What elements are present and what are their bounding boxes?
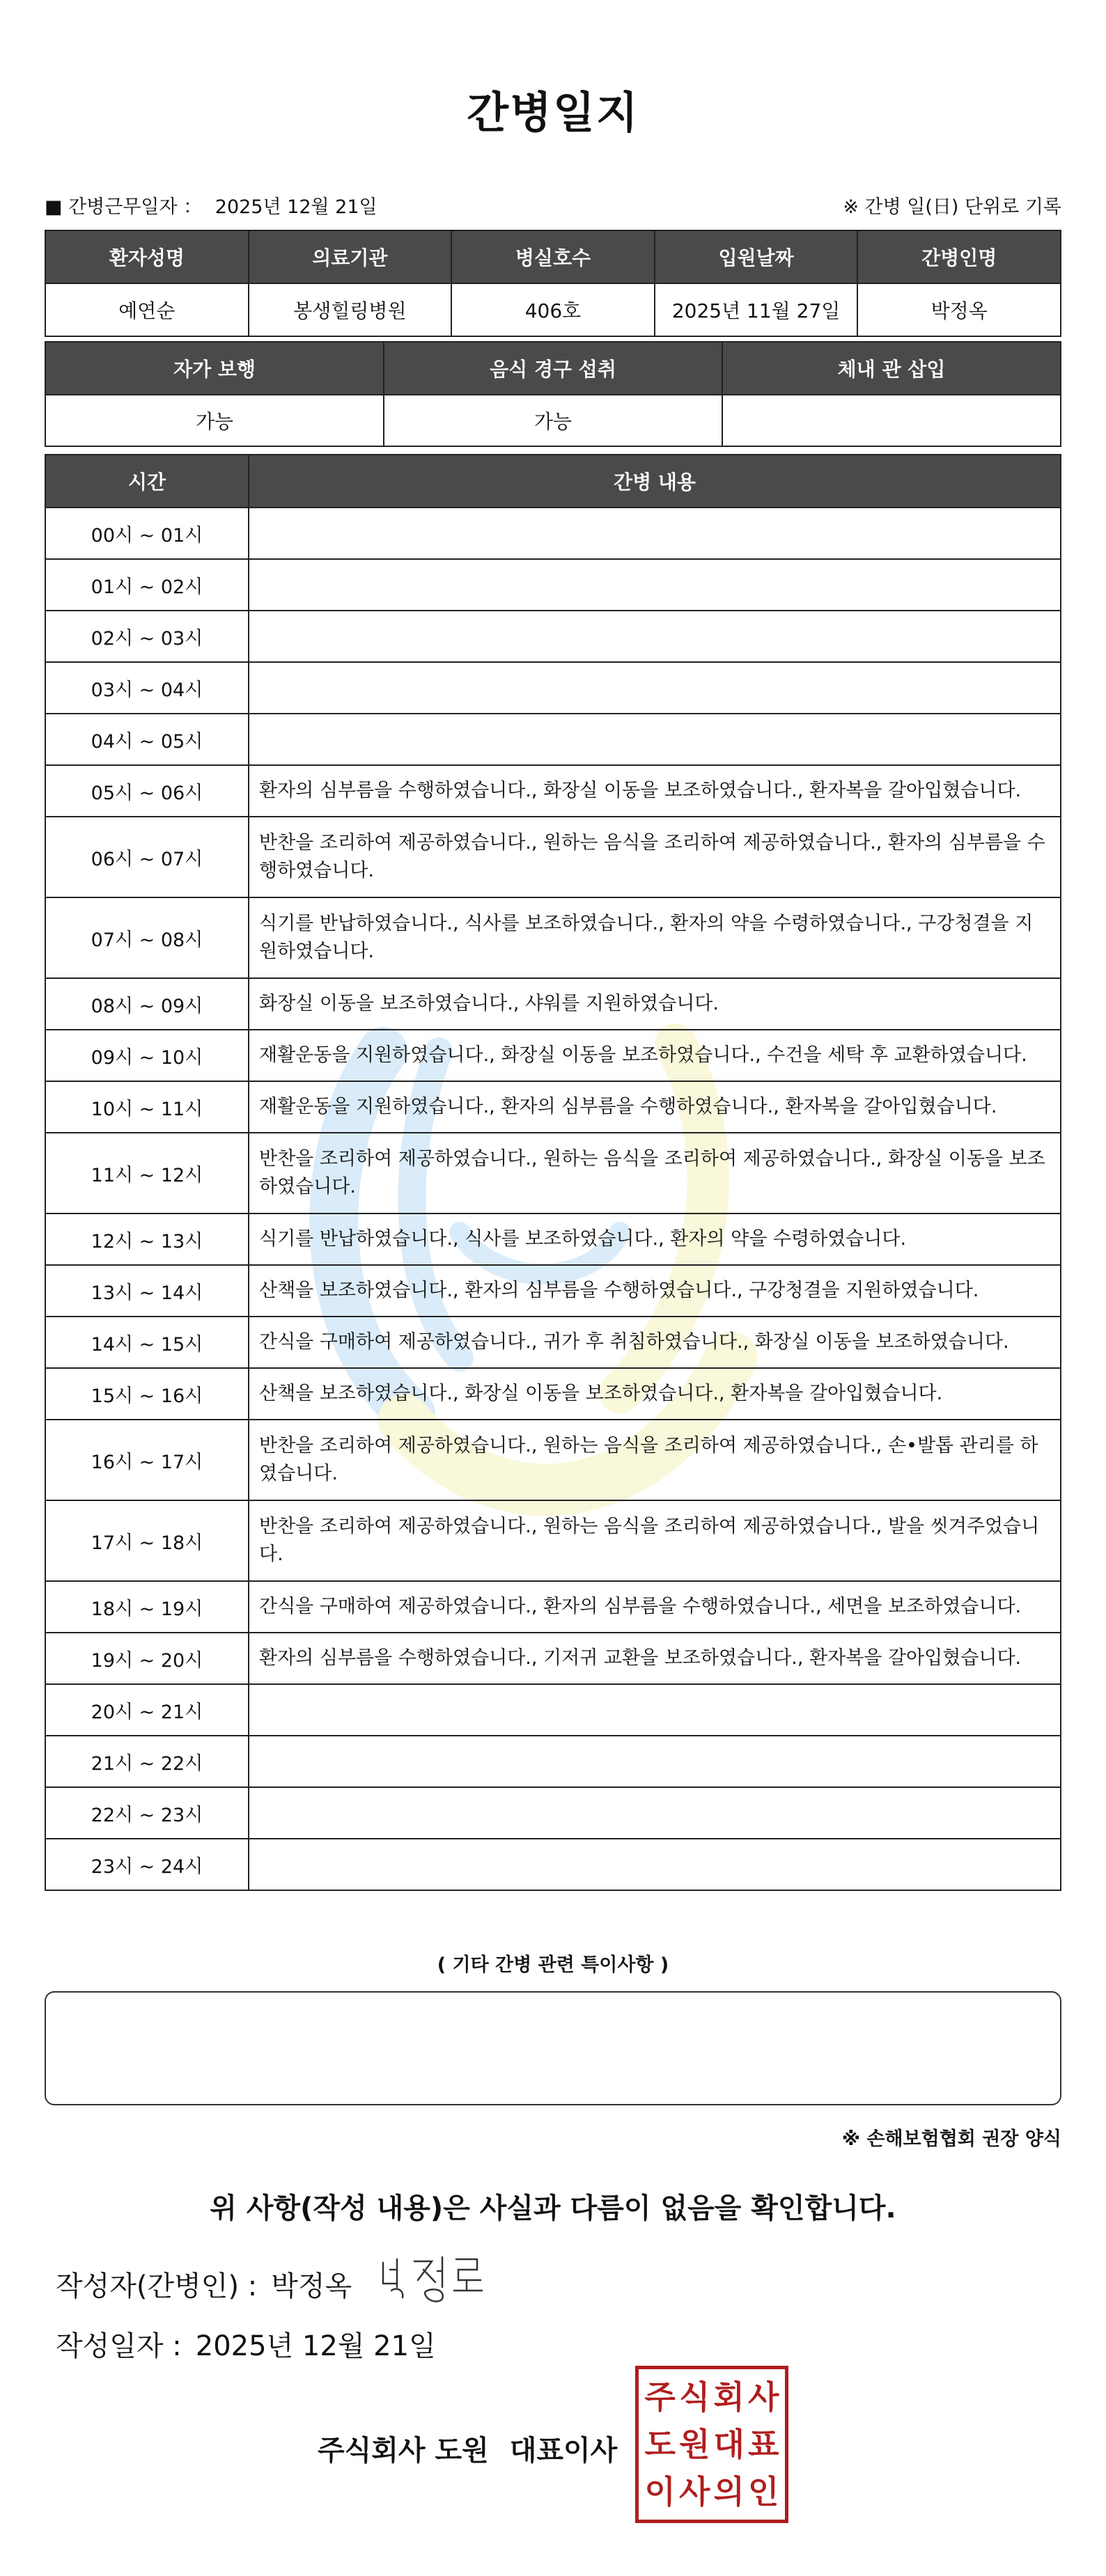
table-row <box>45 1581 1061 1633</box>
content-cell: 반찬을 조리하여 제공하였습니다., 원하는 음식을 조리하여 제공하였습니다., 화장실 이동을 보조하였습니다. <box>249 1133 1061 1214</box>
table-row <box>45 662 1061 714</box>
content-cell <box>249 1787 1061 1839</box>
table-row <box>45 559 1061 611</box>
care-schedule-table <box>45 454 1061 1891</box>
work-date-value: 2025년 12월 21일 <box>215 196 377 218</box>
header-time: 시간 <box>45 455 249 508</box>
time-cell: 21시 ~ 22시 <box>45 1736 249 1787</box>
seal-glyph: 의 <box>713 2473 745 2511</box>
table-row <box>45 1317 1061 1368</box>
seal-characters <box>643 2373 781 2515</box>
table-row <box>45 1684 1061 1736</box>
seal-glyph: 사 <box>679 2473 710 2511</box>
table-row <box>45 714 1061 765</box>
time-cell: 04시 ~ 05시 <box>45 714 249 765</box>
content-cell <box>249 1736 1061 1787</box>
table-row <box>45 1265 1061 1317</box>
time-cell: 03시 ~ 04시 <box>45 662 249 714</box>
company-role: 대표이사 <box>509 2435 618 2467</box>
record-unit-note: ※ 간병 일(日) 단위로 기록 <box>843 196 1061 218</box>
time-cell: 17시 ~ 18시 <box>45 1500 249 1581</box>
work-date-label: ■ 간병근무일자 ： <box>45 196 203 218</box>
time-cell: 05시 ~ 06시 <box>45 765 249 817</box>
table-row <box>45 1500 1061 1581</box>
form-note: ※ 손해보험협회 권장 양식 <box>841 2128 1061 2150</box>
table-row <box>45 1214 1061 1265</box>
header-patient-name: 환자성명 <box>45 230 249 283</box>
written-date-line <box>56 2324 436 2364</box>
header-self-walking: 자가 보행 <box>45 342 384 395</box>
content-cell: 화장실 이동을 보조하였습니다., 샤워를 지원하였습니다. <box>249 978 1061 1030</box>
content-cell: 재활운동을 지원하였습니다., 화장실 이동을 보조하였습니다., 수건을 세탁 후 교환하였습니다. <box>249 1030 1061 1081</box>
caregiver-name: 박정옥 <box>857 283 1061 336</box>
table-row <box>45 1839 1061 1890</box>
ability-value-row <box>45 395 1061 446</box>
patient-info-header-row <box>45 230 1061 283</box>
time-cell: 19시 ~ 20시 <box>45 1633 249 1684</box>
content-cell: 간식을 구매하여 제공하였습니다., 환자의 심부름을 수행하였습니다., 세면을 보조하였습니다. <box>249 1581 1061 1633</box>
company-seal-icon <box>635 2366 788 2523</box>
work-date <box>45 191 384 219</box>
table-row <box>45 1133 1061 1214</box>
confirmation-statement: 위 사항(작성 내용)은 사실과 다름이 없음을 확인합니다. <box>210 2192 896 2224</box>
patient-name: 예연순 <box>45 283 249 336</box>
oral-intake-value: 가능 <box>384 395 722 446</box>
content-cell <box>249 1839 1061 1890</box>
table-row <box>45 1081 1061 1133</box>
table-row <box>45 978 1061 1030</box>
writer-line <box>56 2264 352 2304</box>
time-cell: 15시 ~ 16시 <box>45 1368 249 1420</box>
seal-glyph: 회 <box>713 2378 745 2416</box>
time-cell: 01시 ~ 02시 <box>45 559 249 611</box>
table-row <box>45 1736 1061 1787</box>
content-cell <box>249 662 1061 714</box>
remarks-title: ( 기타 간병 관련 특이사항 ) <box>437 1954 669 1976</box>
writer-name: 박정옥 <box>271 2270 352 2302</box>
written-date-value: 2025년 12월 21일 <box>195 2330 436 2362</box>
content-cell: 반찬을 조리하여 제공하였습니다., 원하는 음식을 조리하여 제공하였습니다., 손•발톱 관리를 하였습니다. <box>249 1420 1061 1500</box>
header-admission-date: 입원날짜 <box>655 230 858 283</box>
page-title: 간병일지 <box>467 87 639 138</box>
content-cell: 식기를 반납하였습니다., 식사를 보조하였습니다., 환자의 약을 수령하였습니다. <box>249 1214 1061 1265</box>
content-cell: 산책을 보조하였습니다., 환자의 심부름을 수행하였습니다., 구강청결을 지원하였습니다. <box>249 1265 1061 1317</box>
patient-info-table <box>45 230 1061 337</box>
time-cell: 16시 ~ 17시 <box>45 1420 249 1500</box>
content-cell: 재활운동을 지원하였습니다., 환자의 심부름을 수행하였습니다., 환자복을 갈아입혔습니다. <box>249 1081 1061 1133</box>
time-cell: 11시 ~ 12시 <box>45 1133 249 1214</box>
table-row <box>45 1633 1061 1684</box>
content-cell <box>249 1684 1061 1736</box>
seal-glyph: 사 <box>748 2378 779 2416</box>
schedule-header-row <box>45 455 1061 508</box>
header-tube-insertion: 체내 관 삽입 <box>722 342 1061 395</box>
table-row <box>45 508 1061 559</box>
time-cell: 02시 ~ 03시 <box>45 611 249 662</box>
table-row <box>45 765 1061 817</box>
time-cell: 22시 ~ 23시 <box>45 1787 249 1839</box>
header-institution: 의료기관 <box>249 230 452 283</box>
seal-glyph: 대 <box>713 2426 745 2463</box>
patient-info-value-row <box>45 283 1061 336</box>
table-row <box>45 1420 1061 1500</box>
handwritten-signature-icon <box>376 2249 488 2304</box>
content-cell: 반찬을 조리하여 제공하였습니다., 원하는 음식을 조리하여 제공하였습니다., 환자의 심부름을 수행하였습니다. <box>249 817 1061 897</box>
seal-glyph: 도 <box>644 2426 676 2463</box>
table-row <box>45 1787 1061 1839</box>
time-cell: 06시 ~ 07시 <box>45 817 249 897</box>
content-cell: 간식을 구매하여 제공하였습니다., 귀가 후 취침하였습니다., 화장실 이동을 보조하였습니다. <box>249 1317 1061 1368</box>
header-caregiver-name: 간병인명 <box>857 230 1061 283</box>
company-name: 주식회사 도원 <box>318 2435 489 2467</box>
time-cell: 09시 ~ 10시 <box>45 1030 249 1081</box>
header-care-content: 간병 내용 <box>249 455 1061 508</box>
table-row <box>45 1368 1061 1420</box>
admission-date: 2025년 11월 27일 <box>655 283 858 336</box>
content-cell <box>249 714 1061 765</box>
content-cell <box>249 611 1061 662</box>
room-number: 406호 <box>451 283 655 336</box>
time-cell: 13시 ~ 14시 <box>45 1265 249 1317</box>
table-row <box>45 611 1061 662</box>
content-cell: 환자의 심부름을 수행하였습니다., 화장실 이동을 보조하였습니다., 환자복을 갈아입혔습니다. <box>249 765 1061 817</box>
content-cell: 반찬을 조리하여 제공하였습니다., 원하는 음식을 조리하여 제공하였습니다., 발을 씻겨주었습니다. <box>249 1500 1061 1581</box>
seal-glyph: 주 <box>644 2378 676 2416</box>
ability-header-row <box>45 342 1061 395</box>
table-row <box>45 1030 1061 1081</box>
content-cell: 산책을 보조하였습니다., 화장실 이동을 보조하였습니다., 환자복을 갈아입혔습니다. <box>249 1368 1061 1420</box>
seal-glyph: 식 <box>679 2378 710 2416</box>
header-room-number: 병실호수 <box>451 230 655 283</box>
remarks-box <box>45 1991 1061 2105</box>
time-cell: 14시 ~ 15시 <box>45 1317 249 1368</box>
table-row <box>45 817 1061 897</box>
time-cell: 18시 ~ 19시 <box>45 1581 249 1633</box>
company-line <box>318 2428 617 2468</box>
written-date-label: 작성일자 : <box>56 2330 182 2362</box>
patient-ability-table <box>45 341 1061 447</box>
seal-glyph: 인 <box>748 2473 779 2511</box>
time-cell: 20시 ~ 21시 <box>45 1684 249 1736</box>
table-row <box>45 897 1061 978</box>
time-cell: 10시 ~ 11시 <box>45 1081 249 1133</box>
writer-label: 작성자(간병인) : <box>56 2270 258 2302</box>
seal-glyph: 원 <box>679 2426 710 2463</box>
time-cell: 23시 ~ 24시 <box>45 1839 249 1890</box>
time-cell: 12시 ~ 13시 <box>45 1214 249 1265</box>
time-cell: 07시 ~ 08시 <box>45 897 249 978</box>
content-cell <box>249 559 1061 611</box>
tube-insertion-value <box>722 395 1061 446</box>
header-oral-intake: 음식 경구 섭취 <box>384 342 722 395</box>
seal-glyph: 이 <box>644 2473 676 2511</box>
content-cell: 식기를 반납하였습니다., 식사를 보조하였습니다., 환자의 약을 수령하였습니다., 구강청결을 지원하였습니다. <box>249 897 1061 978</box>
institution: 봉생힐링병원 <box>249 283 452 336</box>
self-walking-value: 가능 <box>45 395 384 446</box>
content-cell <box>249 508 1061 559</box>
meta-row <box>45 191 1061 219</box>
time-cell: 00시 ~ 01시 <box>45 508 249 559</box>
time-cell: 08시 ~ 09시 <box>45 978 249 1030</box>
seal-glyph: 표 <box>748 2426 779 2463</box>
content-cell: 환자의 심부름을 수행하였습니다., 기저귀 교환을 보조하였습니다., 환자복을 갈아입혔습니다. <box>249 1633 1061 1684</box>
